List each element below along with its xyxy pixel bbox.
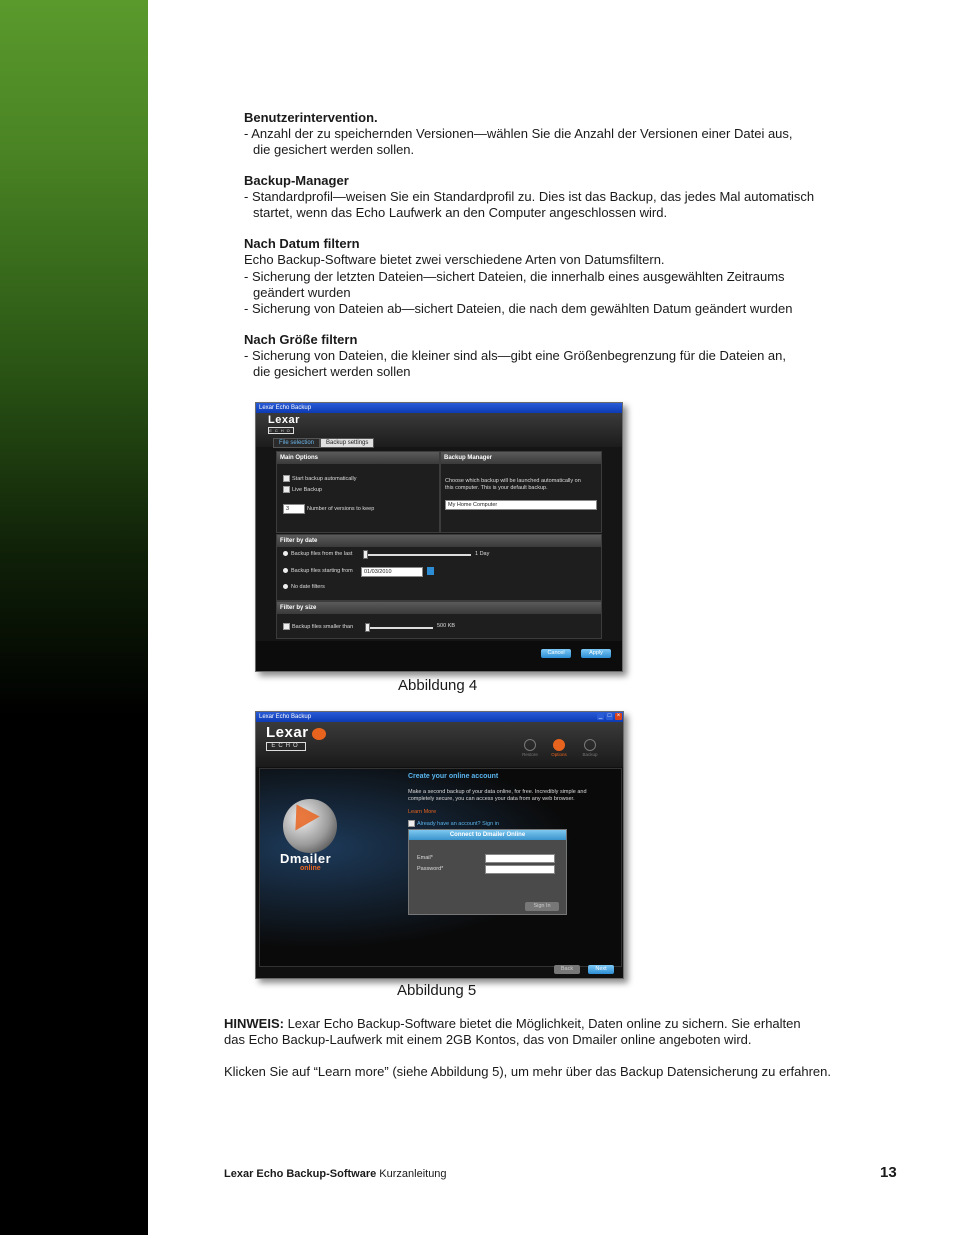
figure4-screenshot (255, 402, 623, 672)
panel-header: Main Options (277, 452, 439, 464)
text-line: - Sicherung der letzten Dateien—sichert Dateien, die innerhalb eines ausgewählten Zeitraums (244, 269, 785, 284)
start-auto-option[interactable]: Start backup automatically (283, 475, 357, 482)
main-options-panel (276, 451, 440, 533)
figure4-caption: Abbildung 4 (398, 677, 478, 694)
nav-backup[interactable]: Backup (578, 739, 602, 757)
text-line: - Anzahl der zu speichernden Versionen—wählen Sie die Anzahl der Versionen einer Datei aus, (244, 126, 793, 141)
text-line: - Sicherung von Dateien ab—sichert Dateien, die nach dem gewählten Datum geändert wurden (244, 301, 793, 316)
window-titlebar: Lexar Echo Backup (256, 403, 622, 413)
create-account-heading: Create your online account (408, 773, 499, 780)
tab-bar (273, 438, 374, 448)
section-heading-size-filter: Nach Größe filtern (244, 332, 358, 347)
text-line: Echo Backup-Software bietet zwei verschiedene Arten von Datumsfiltern. (244, 252, 665, 267)
filter-size-panel (276, 601, 602, 639)
login-panel (408, 829, 567, 915)
echo-drive-icon (312, 728, 326, 740)
versions-label: Number of versions to keep (307, 506, 375, 512)
maximize-icon[interactable]: □ (607, 713, 612, 719)
dmailer-online-label: online (300, 865, 321, 872)
dmailer-logo: Dmailer (280, 851, 332, 866)
size-option[interactable]: Backup files smaller than (283, 623, 353, 630)
page-footer (224, 1168, 447, 1180)
restore-icon (524, 739, 536, 751)
section-heading-backup-manager: Backup-Manager (244, 173, 349, 188)
window-titlebar: Lexar Echo Backup (256, 712, 623, 722)
main-content (259, 768, 622, 967)
note-line: HINWEIS: Lexar Echo Backup-Software bietet die Möglichkeit, Daten online zu sichern. Sie erhalten (224, 1016, 801, 1031)
backup-icon (584, 739, 596, 751)
gear-icon (553, 739, 565, 751)
echo-logo: ECHO (269, 428, 293, 433)
checkbox[interactable] (283, 475, 290, 482)
size-slider-value: 500 KB (437, 623, 456, 629)
size-slider[interactable] (365, 627, 433, 629)
slider-handle[interactable] (363, 550, 368, 559)
password-field[interactable] (485, 865, 555, 874)
already-account-option[interactable]: Already have an account? Sign in (408, 820, 499, 827)
email-label: Email* (417, 855, 433, 861)
date-option-last[interactable]: Backup files from the last (283, 551, 352, 557)
figure5-caption: Abbildung 5 (397, 982, 477, 999)
versions-stepper[interactable]: 3 (283, 504, 305, 514)
close-icon[interactable]: × (616, 713, 621, 719)
date-option-none[interactable]: No date filters (283, 584, 325, 590)
text-line: geändert wurden (253, 285, 351, 300)
slider-handle[interactable] (365, 623, 370, 632)
footer-title: Lexar Echo Backup-Software (224, 1168, 377, 1180)
connect-header: Connect to Dmailer Online (409, 830, 566, 840)
text-line: - Sicherung von Dateien, die kleiner sind als—gibt eine Größenbegrenzung für die Dateien an, (244, 348, 786, 363)
text-line: startet, wenn das Echo Laufwerk an den Computer angeschlossen wird. (253, 205, 668, 220)
learn-more-paragraph: Klicken Sie auf “Learn more” (siehe Abbildung 5), um mehr über das Backup Datensicherung zu erfahren. (224, 1064, 831, 1079)
lexar-logo: Lexar (268, 414, 300, 426)
next-button[interactable]: Next (588, 965, 614, 974)
date-option-from[interactable]: Backup files starting from (283, 568, 353, 574)
radio-selected[interactable] (283, 584, 288, 589)
online-desc: completely secure, you can access your data from any web browser. (408, 796, 575, 802)
tab-file-selection[interactable]: File selection (273, 438, 320, 448)
echo-logo: ECHO (266, 742, 306, 751)
footer-subtitle: Kurzanleitung (376, 1168, 447, 1180)
panel-header: Filter by date (277, 535, 601, 547)
checkbox-checked[interactable]: ✓ (284, 487, 289, 493)
text-line: die gesichert werden sollen. (253, 142, 415, 157)
note-label: HINWEIS: (224, 1016, 284, 1031)
checkbox[interactable] (283, 623, 290, 630)
learn-more-link[interactable]: Learn More (408, 809, 437, 815)
email-field[interactable] (485, 854, 555, 863)
panel-header: Filter by size (277, 602, 601, 614)
date-slider-value: 1 Day (475, 551, 490, 557)
password-label: Password* (417, 866, 444, 872)
text-line: - Standardprofil—weisen Sie ein Standardprofil zu. Dies ist das Backup, das jedes Mal automatisch (244, 189, 815, 204)
checkbox-checked[interactable] (408, 820, 415, 827)
back-button[interactable]: Back (554, 965, 580, 974)
panel-header: Backup Manager (441, 452, 601, 464)
text-line: die gesichert werden sollen (253, 364, 411, 379)
calendar-icon[interactable] (427, 567, 434, 575)
figure5-screenshot (255, 711, 624, 979)
online-desc: Make a second backup of your data online, for free. Incredibly simple and (408, 789, 587, 795)
sign-in-button[interactable]: Sign In (525, 902, 559, 911)
nav-restore[interactable]: Restore (518, 739, 542, 757)
start-date-input[interactable]: 01/03/2010 (361, 567, 423, 577)
backup-profile-select[interactable]: My Home Computer (445, 500, 597, 510)
backup-manager-desc: Choose which backup will be launched automatically on (445, 478, 581, 484)
section-heading-date-filter: Nach Datum filtern (244, 236, 360, 251)
cancel-button[interactable]: Cancel (541, 649, 571, 658)
live-backup-option[interactable]: ✓ Live Backup (284, 486, 322, 493)
apply-button[interactable]: Apply (581, 649, 611, 658)
app-header (256, 722, 623, 767)
nav-options[interactable]: Options (547, 739, 571, 757)
filter-date-panel (276, 534, 602, 601)
backup-manager-panel (440, 451, 602, 533)
note-line: das Echo Backup-Laufwerk mit einem 2GB Kontos, das von Dmailer online angeboten wird. (224, 1032, 752, 1047)
tab-backup-settings[interactable]: Backup settings (320, 438, 374, 448)
radio[interactable] (283, 568, 288, 573)
radio[interactable] (283, 551, 288, 556)
minimize-icon[interactable]: _ (598, 713, 603, 719)
section-heading-intervention: Benutzerintervention. (244, 110, 378, 125)
date-slider[interactable] (363, 554, 471, 556)
lexar-logo: Lexar (266, 724, 309, 741)
page-number: 13 (880, 1164, 897, 1181)
backup-manager-desc: this computer. This is your default backup. (445, 485, 548, 491)
